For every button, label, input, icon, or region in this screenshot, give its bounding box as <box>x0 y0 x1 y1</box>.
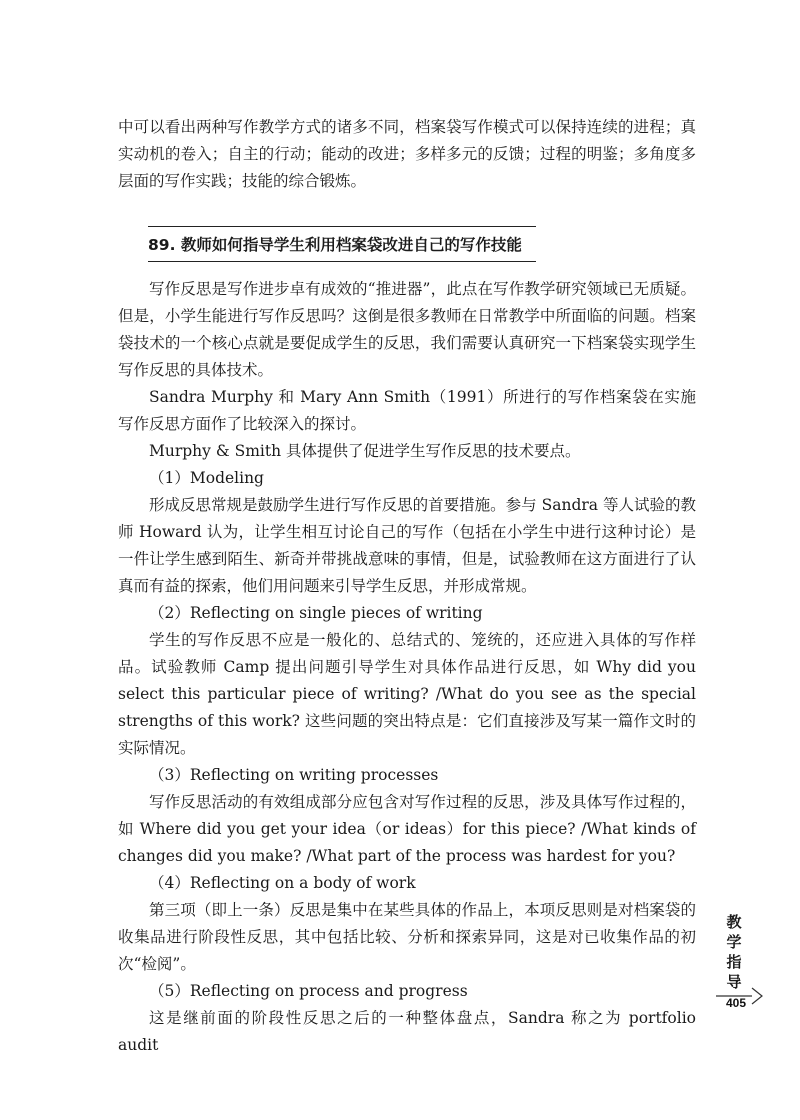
heading-top-rule <box>148 226 536 227</box>
subheading: （2）Reflecting on single pieces of writing <box>149 604 483 622</box>
paragraph: 这是继前面的阶段性反思之后的一种整体盘点，Sandra 称之为 portfolio audit <box>118 1009 696 1054</box>
page-number: 405 <box>725 996 747 1010</box>
heading-bottom-rule <box>148 261 536 262</box>
paragraph: 形成反思常规是鼓励学生进行写作反思的首要措施。参与 Sandra 等人试验的教师 Howard 认为，让学生相互讨论自己的写作（包括在小学生中进行这种讨论）是一件让学生感到陌生、新奇并带挑战意味的事情，但是，试验教师在这方面进行了认真而有益的探索，他们用问题来引导学生反思，并形成常规。 <box>118 496 696 595</box>
paragraph: Murphy & Smith 具体提供了促进学生写作反思的技术要点。 <box>149 442 581 460</box>
side-label-char: 学 <box>726 933 742 951</box>
paragraph: Sandra Murphy 和 Mary Ann Smith（1991）所进行的写作档案袋在实施写作反思方面作了比较深入的探讨。 <box>118 388 696 433</box>
side-label-char: 导 <box>726 973 742 991</box>
subheading: （4）Reflecting on a body of work <box>149 874 416 892</box>
side-label-char: 教 <box>726 913 742 931</box>
section-heading: 89. 教师如何指导学生利用档案袋改进自己的写作技能 <box>148 236 522 254</box>
side-label-char: 指 <box>726 953 742 971</box>
subheading: （5）Reflecting on process and progress <box>149 982 468 1000</box>
section-side-label <box>722 912 746 992</box>
paragraph: 学生的写作反思不应是一般化的、总结式的、笼统的，还应进入具体的写作样品。试验教师 Camp 提出问题引导学生对具体作品进行反思，如 Why did you select this particular piece of writing? /What do you see as the special strengths of this work? 这些问题的突出特点是：它们直接涉及写某一篇作文时的实际情况。 <box>118 631 696 757</box>
paragraph: 写作反思是写作进步卓有成效的“推进器”，此点在写作教学研究领域已无质疑。但是，小学生能进行写作反思吗？这倒是很多教师在日常教学中所面临的问题。档案袋技术的一个核心点就是要促成学生的反思，我们需要认真研究一下档案袋实现学生写作反思的具体技术。 <box>118 280 696 379</box>
body-text <box>118 276 696 1059</box>
subheading: （1）Modeling <box>149 469 264 487</box>
subheading: （3）Reflecting on writing processes <box>149 766 439 784</box>
top-paragraph: 中可以看出两种写作教学方式的诸多不同，档案袋写作模式可以保持连续的进程；真实动机的卷入；自主的行动；能动的改进；多样多元的反馈；过程的明鉴；多角度多层面的写作实践；技能的综合锻炼。 <box>118 118 696 190</box>
paragraph: 写作反思活动的有效组成部分应包含对写作过程的反思，涉及具体写作过程的，如 Where did you get your idea（or ideas）for this piece? /What kinds of changes did you make? /What part of the process was hardest for you? <box>118 793 696 865</box>
top-paragraph-block <box>118 114 696 195</box>
paragraph: 第三项（即上一条）反思是集中在某些具体的作品上，本项反思则是对档案袋的收集品进行阶段性反思，其中包括比较、分析和探索异同，这是对已收集作品的初次“检阅”。 <box>118 901 696 973</box>
